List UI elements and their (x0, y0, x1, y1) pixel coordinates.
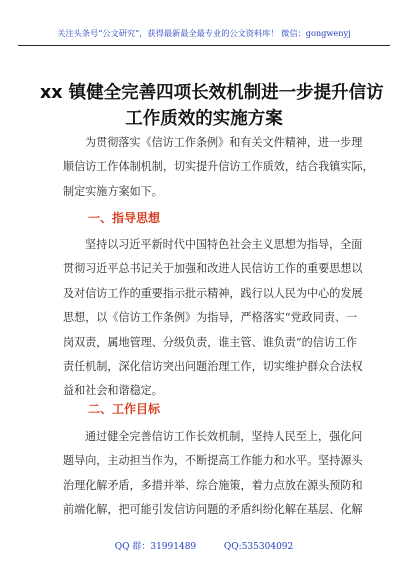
footer-qq-group: QQ 群：31991489 (114, 542, 197, 552)
section2-line: 通过健全完善信访工作长效机制，坚持人民至上，强化问 (85, 430, 363, 443)
title-line-2: 工作质效的实施方案 (125, 109, 283, 129)
section1-line: 益和社会和谐稳定。 (63, 384, 163, 398)
header-banner: 关注头条号“公文研究”，获得最新最全最专业的公文资料库！ 微信：gongwenyj (57, 28, 351, 38)
title-line-1: xx 镇健全完善四项长效机制进一步提升信访 (40, 83, 384, 103)
section1-line: 坚持以习近平新时代中国特色社会主义思想为指导，全面 (85, 238, 363, 251)
section1-line: 及对信访工作的重要指示批示精神，践行以人民为中心的发展 (63, 286, 363, 300)
intro-line: 制定实施方案如下。 (63, 184, 163, 198)
section1-line: 责任机制，深化信访突出问题治理工作，切实维护群众合法权 (63, 360, 363, 374)
section1-line: 贯彻习近平总书记关于加强和改进人民信访工作的重要思想以 (63, 262, 363, 276)
intro-line: 为贯彻落实《信访工作条例》和有关文件精神，进一步理 (85, 136, 363, 149)
section2-paragraph (63, 425, 368, 523)
footer-qq: QQ:535304092 (223, 542, 294, 552)
section1-paragraph (63, 233, 368, 404)
section2-line: 治理化解矛盾，多措并举、综合施策，着力点放在源头预防和 (63, 478, 363, 492)
intro-line: 顺信访工作体制机制，切实提升信访工作质效，结合我镇实际， (63, 160, 374, 174)
section2-line: 前端化解，把可能引发信访问题的矛盾纠纷化解在基层、化解 (63, 503, 363, 517)
document-title (40, 80, 384, 132)
intro-paragraph (63, 131, 374, 204)
section-heading-guiding-ideology: 一、指导思想 (88, 211, 161, 225)
section2-line: 题导向，主动担当作为，不断提高工作能力和水平。坚持源头 (63, 454, 363, 468)
section-heading-work-goals: 二、工作目标 (88, 402, 161, 416)
section1-line: 岗双责，属地管理、分级负责，谁主管、谁负责”的信访工作 (63, 335, 358, 349)
footer-contact (0, 539, 408, 552)
section1-line: 思想，以《信访工作条例》为指导，严格落实“党政同责、一 (63, 311, 358, 325)
header-divider (18, 45, 390, 46)
